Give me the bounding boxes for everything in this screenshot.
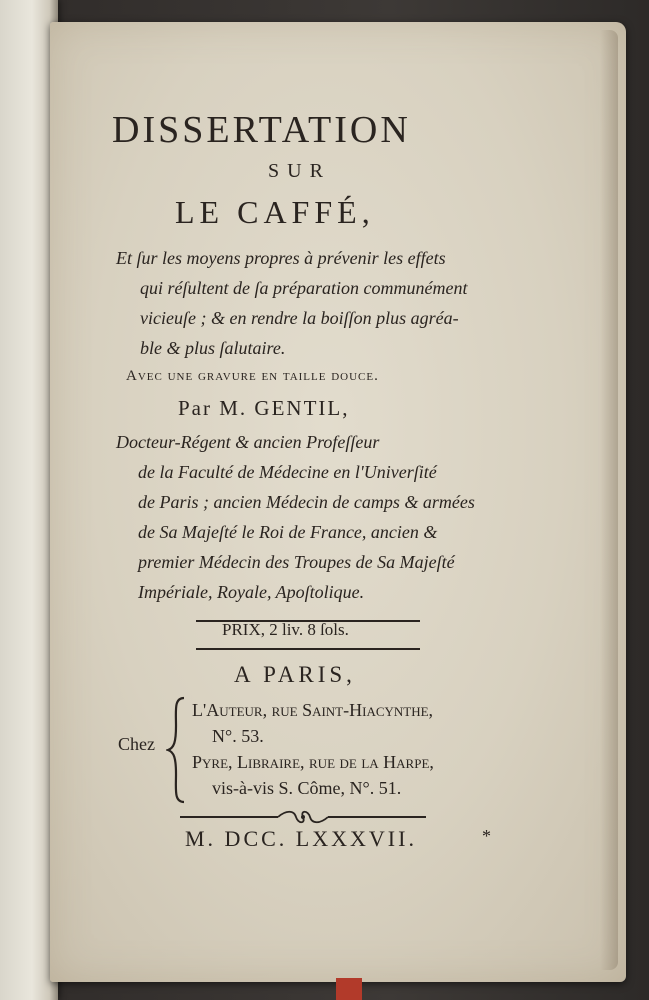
- ornament-rule-icon: [178, 810, 428, 824]
- rule-bottom: [196, 648, 420, 650]
- seller-text: Pyre, Libraire, rue de la Harpe,: [192, 752, 434, 772]
- book-subject: LE CAFFÉ,: [175, 194, 375, 230]
- place-of-publication: A PARIS,: [234, 662, 356, 687]
- seller-line: vis-à-vis S. Côme, N°. 51.: [212, 778, 402, 798]
- subtitle-line: vicieuſe ; & en rendre la boiſſon plus agréa-: [140, 308, 459, 328]
- publication-date: M. DCC. LXXXVII.: [185, 826, 417, 851]
- subtitle-line: Et ſur les moyens propres à prévenir les effets: [116, 248, 446, 268]
- page-edge: [600, 30, 618, 970]
- seller-text: L'Auteur, rue Saint-Hiacynthe,: [192, 700, 434, 720]
- price: PRIX, 2 liv. 8 ſols.: [222, 620, 349, 639]
- chez-label: Chez: [118, 734, 155, 754]
- author-credential: de Sa Majeſté le Roi de France, ancien &: [138, 522, 438, 542]
- printer-mark: *: [482, 826, 491, 846]
- author-credential: de Paris ; ancien Médecin de camps & armées: [138, 492, 475, 512]
- bookmark-ribbon: [336, 978, 362, 1000]
- seller-line: [192, 700, 433, 721]
- brace-icon: [166, 696, 188, 804]
- author-credential: Docteur-Régent & ancien Profeſſeur: [116, 432, 380, 452]
- seller-line: [192, 752, 434, 773]
- author-line: Par M. GENTIL,: [178, 396, 350, 420]
- author-credential: Impériale, Royale, Apoſtolique.: [138, 582, 365, 602]
- book-title: DISSERTATION: [112, 109, 411, 151]
- subtitle-line: qui réſultent de ſa préparation communément: [140, 278, 468, 298]
- title-connector: SUR: [268, 160, 331, 182]
- seller-line: N°. 53.: [212, 726, 264, 746]
- author-credential: de la Faculté de Médecine en l'Univerſité: [138, 462, 437, 482]
- engraving-note: Avec une gravure en taille douce.: [126, 368, 379, 384]
- author-credential: premier Médecin des Troupes de Sa Majeſté: [138, 552, 455, 572]
- subtitle-line: ble & plus ſalutaire.: [140, 338, 286, 358]
